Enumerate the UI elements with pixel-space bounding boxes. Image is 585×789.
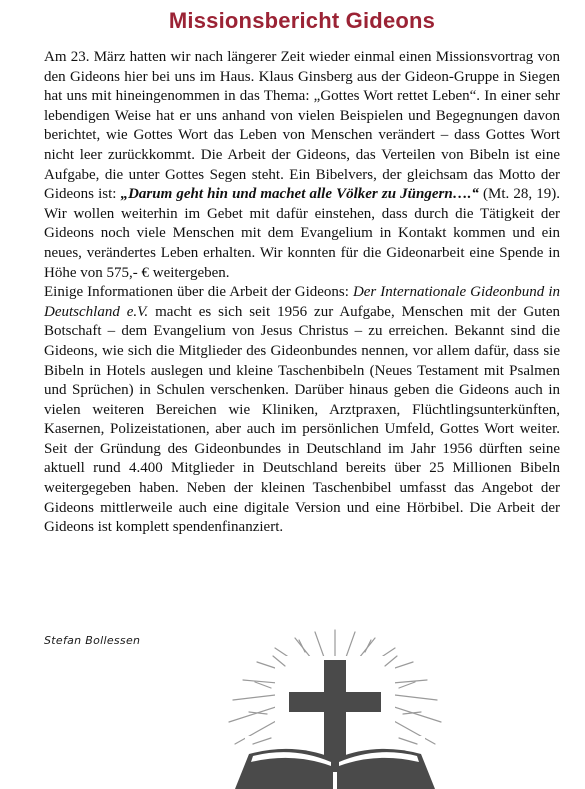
paragraph-2-text-a: Einige Informationen über die Arbeit der Gideons:	[44, 284, 353, 301]
paragraph-gideon-info	[44, 283, 560, 538]
paragraph-mission-report	[44, 48, 560, 283]
page-title: Missionsbericht Gideons	[168, 8, 436, 33]
bible-verse-quote: „Darum geht hin und machet alle Völker zu Jüngern….“	[120, 186, 479, 203]
paragraph-1-text-a: Am 23. März hatten wir nach längerer Zeit wieder einmal einen Missionsvortrag von den Gideons hier bei uns im Haus. Klaus Ginsberg aus der Gideon-Gruppe in Siegen hat uns mit hineingenommen in das Thema: „Gottes Wort rettet Leben“. In einer sehr lebendigen Weise hat er uns anhand von vielen Beispielen und Begegnungen davon berichtet, wie Gottes Wort das Leben von Menschen verändert – dass Gottes Wort nicht leer zurückkommt. Die Arbeit der Gideons, das Verteilen von Bibeln ist eine Aufgabe, die unter Gottes Segen steht. Ein Bibelvers, der gleichsam das Motto der Gideons ist:	[44, 49, 560, 203]
paragraph-2-text-b: macht es sich seit 1956 zur Aufgabe, Menschen mit der Guten Botschaft – dem Evangelium von Jesus Christus – zu erreichen. Bekannt sind die Gideons, wie sich die Mitglieder des Gideonbundes nennen, vor allem dafür, dass sie Bibeln in Hotels auslegen und kleine Taschenbibeln (Neues Testament mit Psalmen und Sprüchen) in Schulen verschenken. Darüber hinaus geben die Gideons auch in vielen weiteren Bereichen wie Kliniken, Arztpraxen, Flüchtlingsunterkünften, Kasernen, Polizeistationen, aber auch im persönlichen Umfeld, Gottes Wort weiter. Seit der Gründung des Gideonbundes in Deutschland im Jahr 1956 dürften seine aktuell rund 4.400 Mitglieder in Deutschland bereits über 25 Millionen Bibeln weitergegeben haben. Neben der kleinen Taschenbibel umfasst das Angebot der Gideons mittlerweile auch eine digitale Version und eine Hörbibel. Die Arbeit der Gideons ist komplett spendenfinanziert.	[44, 303, 560, 536]
author-signature: Stefan Bollessen	[44, 634, 141, 647]
article-body	[44, 48, 560, 538]
paragraph-1-text-b: (Mt. 28, 19). Wir wollen weiterhin im Gebet mit dafür einstehen, dass durch die Tätigkeit der Gideons noch viele Menschen mit dem Evangelium in Kontakt kommen und ein neues, verändertes Leben erhalten. Wir konnten für die Gideonarbeit eine Spende in Höhe von 575,- € weitergeben.	[44, 186, 560, 281]
page	[0, 8, 585, 789]
cross-bible-icon	[215, 626, 455, 789]
organization-name: Der Internationale Gideonbund in Deutschland e.V.	[44, 284, 560, 320]
